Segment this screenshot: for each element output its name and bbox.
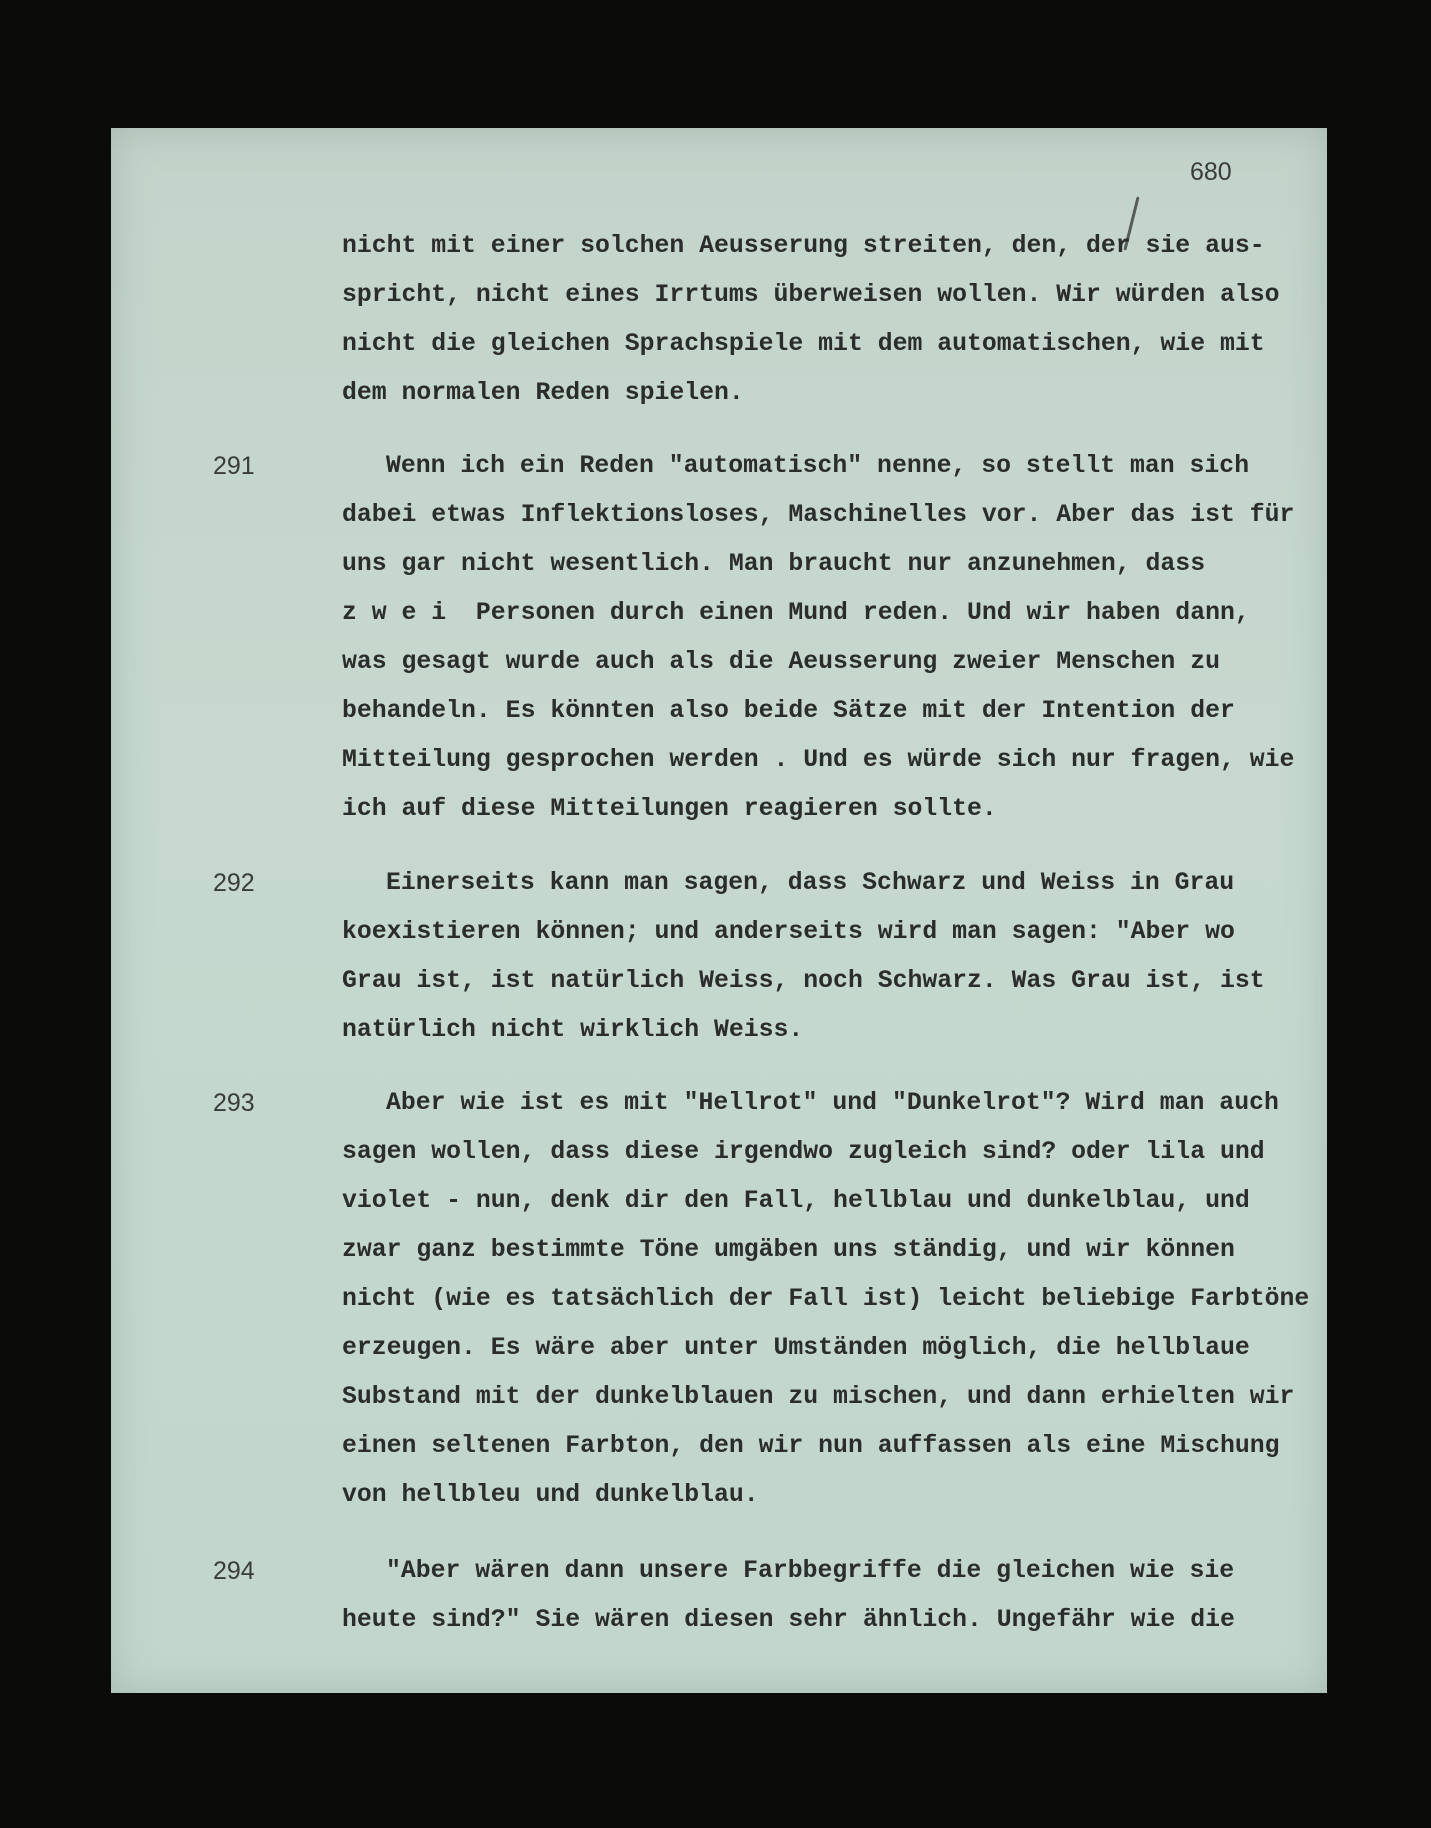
text-line: spricht, nicht eines Irrtums überweisen wollen. Wir würden also (342, 281, 1280, 309)
paragraph (342, 859, 1265, 1055)
paragraph (342, 1079, 1309, 1520)
text-line: erzeugen. Es wäre aber unter Umständen möglich, die hellblaue (342, 1334, 1250, 1362)
text-line: Wenn ich ein Reden "automatisch" nenne, so stellt man sich (386, 452, 1250, 480)
text-line: violet - nun, denk dir den Fall, hellblau und dunkelblau, und (342, 1187, 1250, 1215)
text-line: zwar ganz bestimmte Töne umgäben uns ständig, und wir können (342, 1236, 1235, 1264)
text-line: natürlich nicht wirklich Weiss. (342, 1016, 804, 1044)
text-line: von hellbleu und dunkelblau. (342, 1481, 759, 1509)
text-line: behandeln. Es könnten also beide Sätze mit der Intention der (342, 697, 1235, 725)
text-line: z w e i Personen durch einen Mund reden. Und wir haben dann, (342, 599, 1250, 627)
text-line: Substand mit der dunkelblauen zu mischen, und dann erhielten wir (342, 1383, 1295, 1411)
text-line: "Aber wären dann unsere Farbbegriffe die gleichen wie sie (386, 1557, 1235, 1585)
text-line: nicht (wie es tatsächlich der Fall ist) leicht beliebige Farbtöne (342, 1285, 1310, 1313)
text-line: nicht mit einer solchen Aeusserung streiten, den, der sie aus- (342, 232, 1265, 260)
paragraph-number: 292 (213, 869, 255, 897)
text-line: Aber wie ist es mit "Hellrot" und "Dunkelrot"? Wird man auch (386, 1089, 1279, 1117)
text-line: Mitteilung gesprochen werden . Und es würde sich nur fragen, wie (342, 746, 1295, 774)
text-line: ich auf diese Mitteilungen reagieren sollte. (342, 795, 997, 823)
text-line: uns gar nicht wesentlich. Man braucht nur anzunehmen, dass (342, 550, 1206, 578)
paragraph (342, 222, 1279, 418)
text-line: koexistieren können; und anderseits wird man sagen: "Aber wo (342, 918, 1235, 946)
text-line: heute sind?" Sie wären diesen sehr ähnlich. Ungefähr wie die (342, 1606, 1235, 1634)
text-line: einen seltenen Farbton, den wir nun auffassen als eine Mischung (342, 1432, 1280, 1460)
paragraph (342, 442, 1294, 834)
text-line: nicht die gleichen Sprachspiele mit dem automatischen, wie mit (342, 330, 1265, 358)
text-line: dabei etwas Inflektionsloses, Maschinelles vor. Aber das ist für (342, 501, 1295, 529)
text-line: Grau ist, ist natürlich Weiss, noch Schwarz. Was Grau ist, ist (342, 967, 1265, 995)
page-number: 680 (1190, 158, 1232, 186)
paragraph-number: 293 (213, 1089, 255, 1117)
text-line: sagen wollen, dass diese irgendwo zugleich sind? oder lila und (342, 1138, 1265, 1166)
text-line: was gesagt wurde auch als die Aeusserung zweier Menschen zu (342, 648, 1220, 676)
paragraph-number: 291 (213, 452, 255, 480)
text-line: Einerseits kann man sagen, dass Schwarz und Weiss in Grau (386, 869, 1235, 897)
paragraph (342, 1547, 1235, 1645)
paragraph-number: 294 (213, 1557, 255, 1585)
text-line: dem normalen Reden spielen. (342, 379, 744, 407)
